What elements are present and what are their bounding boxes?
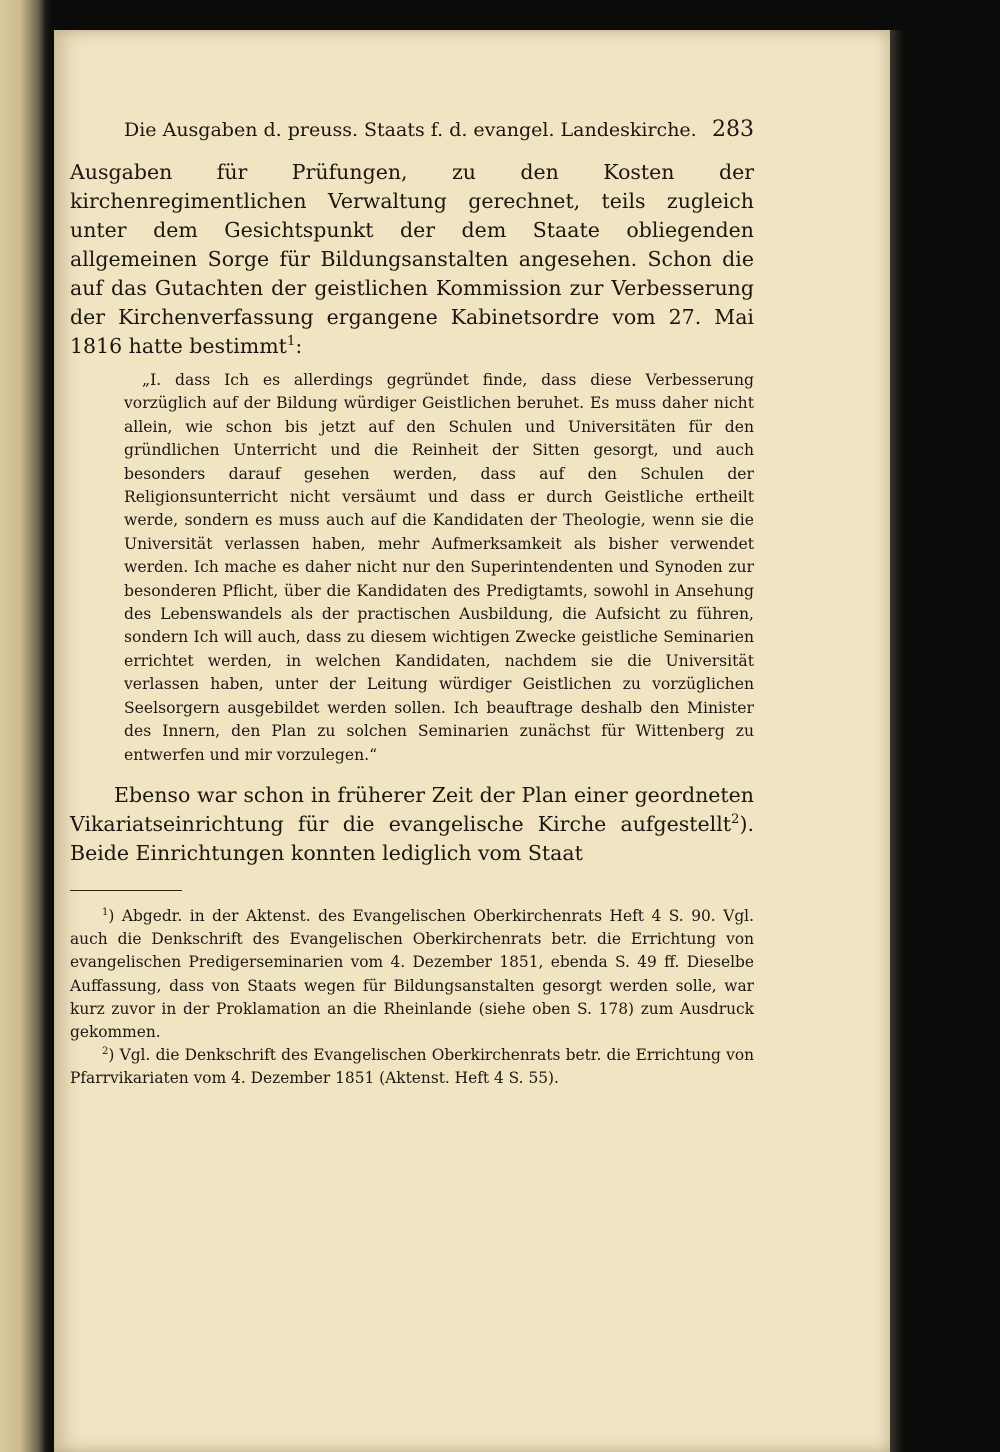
footnote-ref-2: 2 bbox=[731, 812, 740, 828]
paragraph-2-text: Ebenso war schon in früherer Zeit der Plan einer geordneten Vikariatseinrichtung für die evangelische Kirche aufgestellt bbox=[70, 782, 754, 836]
running-title: Die Ausgaben d. preuss. Staats f. d. evangel. Landeskirche. bbox=[124, 119, 697, 141]
footnote-2 bbox=[70, 1044, 754, 1090]
running-head bbox=[70, 118, 754, 158]
page-text-block bbox=[70, 118, 754, 1091]
footnote-divider bbox=[70, 890, 182, 891]
paragraph-1-text: Ausgaben für Prüfungen, zu den Kosten der kirchenregimentlichen Verwaltung gerechnet, teils zugleich unter dem Gesichtspunkt der dem Staate obliegenden allgemeinen Sorge für Bildungsanstalten angesehen. Schon die auf das Gutachten der geistlichen Kommission zur Verbesserung der Kirchenverfassung ergangene Kabinetsordre vom 27. Mai 1816 hatte bestimmt bbox=[70, 160, 754, 358]
paragraph-1-tail: : bbox=[295, 334, 303, 358]
block-quote bbox=[124, 369, 754, 767]
body-paragraph-2 bbox=[70, 781, 754, 868]
body-paragraph-1 bbox=[70, 158, 754, 361]
footnote-2-marker: 2 bbox=[102, 1046, 109, 1057]
footnote-1 bbox=[70, 905, 754, 1044]
page-number: 283 bbox=[712, 117, 754, 142]
book-binding-edge bbox=[0, 0, 52, 1452]
footnote-ref-1: 1 bbox=[286, 334, 296, 350]
quote-text: „I. dass Ich es allerdings gegründet finde, dass diese Verbesserung vorzüglich auf der Bildung würdiger Geistlichen beruhet. Es muss daher nicht allein, wie schon bis jetzt auf den Schulen und Universitäten für den gründlichen Unterricht und die Reinheit der Sitten gesorgt, und auch besonders darauf gesehen werden, dass auf den Schulen der Religionsunterricht nicht versäumt und dass er durch Geistliche ertheilt werde, sondern es muss auch auf die Kandidaten der Theologie, wenn sie die Universität verlassen haben, mehr Aufmerksamkeit als bisher verwendet werden. Ich mache es daher nicht nur den Superintendenten und Synoden zur besonderen Pflicht, über die Kandidaten des Predigtamts, sowohl in Ansehung des Lebenswandels als der practischen Ausbildung, die Aufsicht zu führen, sondern Ich will auch, dass zu diesem wichtigen Zwecke geistliche Seminarien errichtet werden, in welchen Kandidaten, nachdem sie die Universität verlassen haben, unter der Leitung würdiger Geistlichen zu vorzüglichen Seelsorgern ausgebildet werden sollen. Ich beauftrage deshalb den Minister des Innern, den Plan zu solchen Seminarien zunächst für Wittenberg zu entwerfen und mir vorzulegen.“ bbox=[124, 371, 754, 764]
footnote-1-text: ) Abgedr. in der Aktenst. des Evangelischen Oberkirchenrats Heft 4 S. 90. Vgl. auch die Denkschrift des Evangelischen Oberkirchenrats betr. die Errichtung von evangelischen Predigerseminarien vom 4. Dezember 1851, ebenda S. 49 ff. Dieselbe Auffassung, dass von Staats wegen für Bildungsanstalten gesorgt werden solle, war kurz zuvor in der Proklamation an die Rheinlande (siehe oben S. 178) zum Ausdruck gekommen. bbox=[70, 906, 754, 1041]
paragraph-2-end: ). Beide Einrichtungen konnten lediglich vom Staat bbox=[70, 811, 754, 865]
page-edge-shadow bbox=[890, 30, 904, 1452]
footnote-2-text: ) Vgl. die Denkschrift des Evangelischen Oberkirchenrats betr. die Errichtung von Pfarrvikariaten vom 4. Dezember 1851 (Aktenst. Heft 4 S. 55). bbox=[70, 1046, 754, 1088]
footnote-1-marker: 1 bbox=[102, 906, 109, 918]
